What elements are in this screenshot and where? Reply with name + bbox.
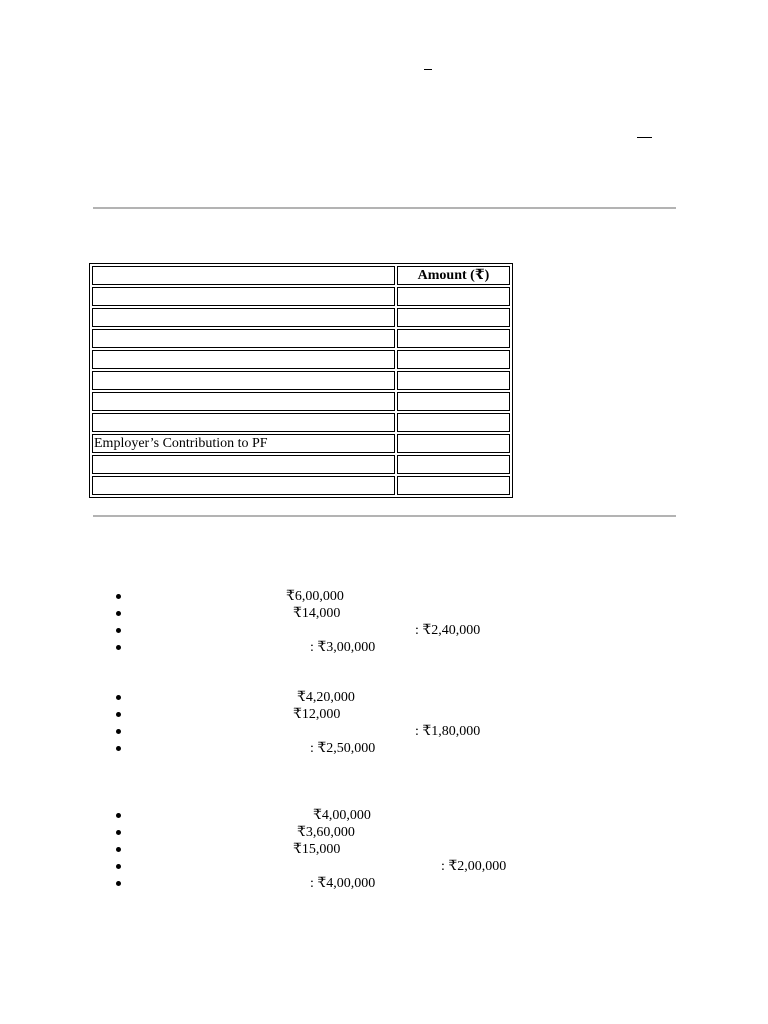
bullet-dot [116,712,121,717]
dash-mark [424,69,432,70]
list-item-value: : ₹4,00,000 [310,876,376,891]
table-cell-amount [397,476,510,495]
table-cell-label [92,476,395,495]
list-item-value: ₹4,00,000 [313,808,371,823]
table-cell-amount [397,434,510,453]
bullet-dot [116,746,121,751]
table-row [92,350,510,369]
list-item-value: : ₹2,00,000 [441,859,507,874]
em-dash-mark [637,137,652,138]
list-item-value: : ₹1,80,000 [415,724,481,739]
table-row [92,308,510,327]
table-row [92,434,510,453]
table-row [92,476,510,495]
horizontal-rule-top [93,207,676,209]
bullet-dot [116,695,121,700]
table-cell-amount [397,287,510,306]
table-cell-amount [397,350,510,369]
bullet-dot [116,813,121,818]
bullet-dot [116,611,121,616]
bullet-dot [116,594,121,599]
list-item-value: : ₹2,50,000 [310,741,376,756]
table-cell-label [92,308,395,327]
salary-table [89,263,513,498]
table-cell-amount [397,392,510,411]
table-row [92,329,510,348]
table-header-label [92,266,395,285]
table-cell-amount [397,455,510,474]
list-item-value: : ₹3,00,000 [310,640,376,655]
list-item-value: ₹12,000 [293,707,341,722]
table-cell-label [92,413,395,432]
table-row [92,287,510,306]
list-item-value: : ₹2,40,000 [415,623,481,638]
bullet-dot [116,881,121,886]
bullet-dot [116,830,121,835]
table-cell-label [92,371,395,390]
table-cell-amount [397,329,510,348]
bullet-dot [116,729,121,734]
table-row [92,455,510,474]
table-cell-amount [397,413,510,432]
table-row [92,392,510,411]
table-header-amount: Amount (₹) [397,266,510,285]
table-row [92,413,510,432]
table-cell-label [92,287,395,306]
table-cell-amount [397,308,510,327]
table-cell-label [92,392,395,411]
table-cell-label: Employer’s Contribution to PF [92,434,395,453]
table-cell-label [92,455,395,474]
list-item-value: ₹15,000 [293,842,341,857]
bullet-dot [116,645,121,650]
list-item-value: ₹3,60,000 [297,825,355,840]
list-item-value: ₹4,20,000 [297,690,355,705]
table-cell-label [92,329,395,348]
bullet-dot [116,628,121,633]
table-cell-label [92,350,395,369]
horizontal-rule-bottom [93,515,676,517]
table-cell-amount [397,371,510,390]
bullet-dot [116,847,121,852]
list-item-value: ₹6,00,000 [286,589,344,604]
bullet-dot [116,864,121,869]
table-header-row [92,266,510,285]
table-row [92,371,510,390]
list-item-value: ₹14,000 [293,606,341,621]
